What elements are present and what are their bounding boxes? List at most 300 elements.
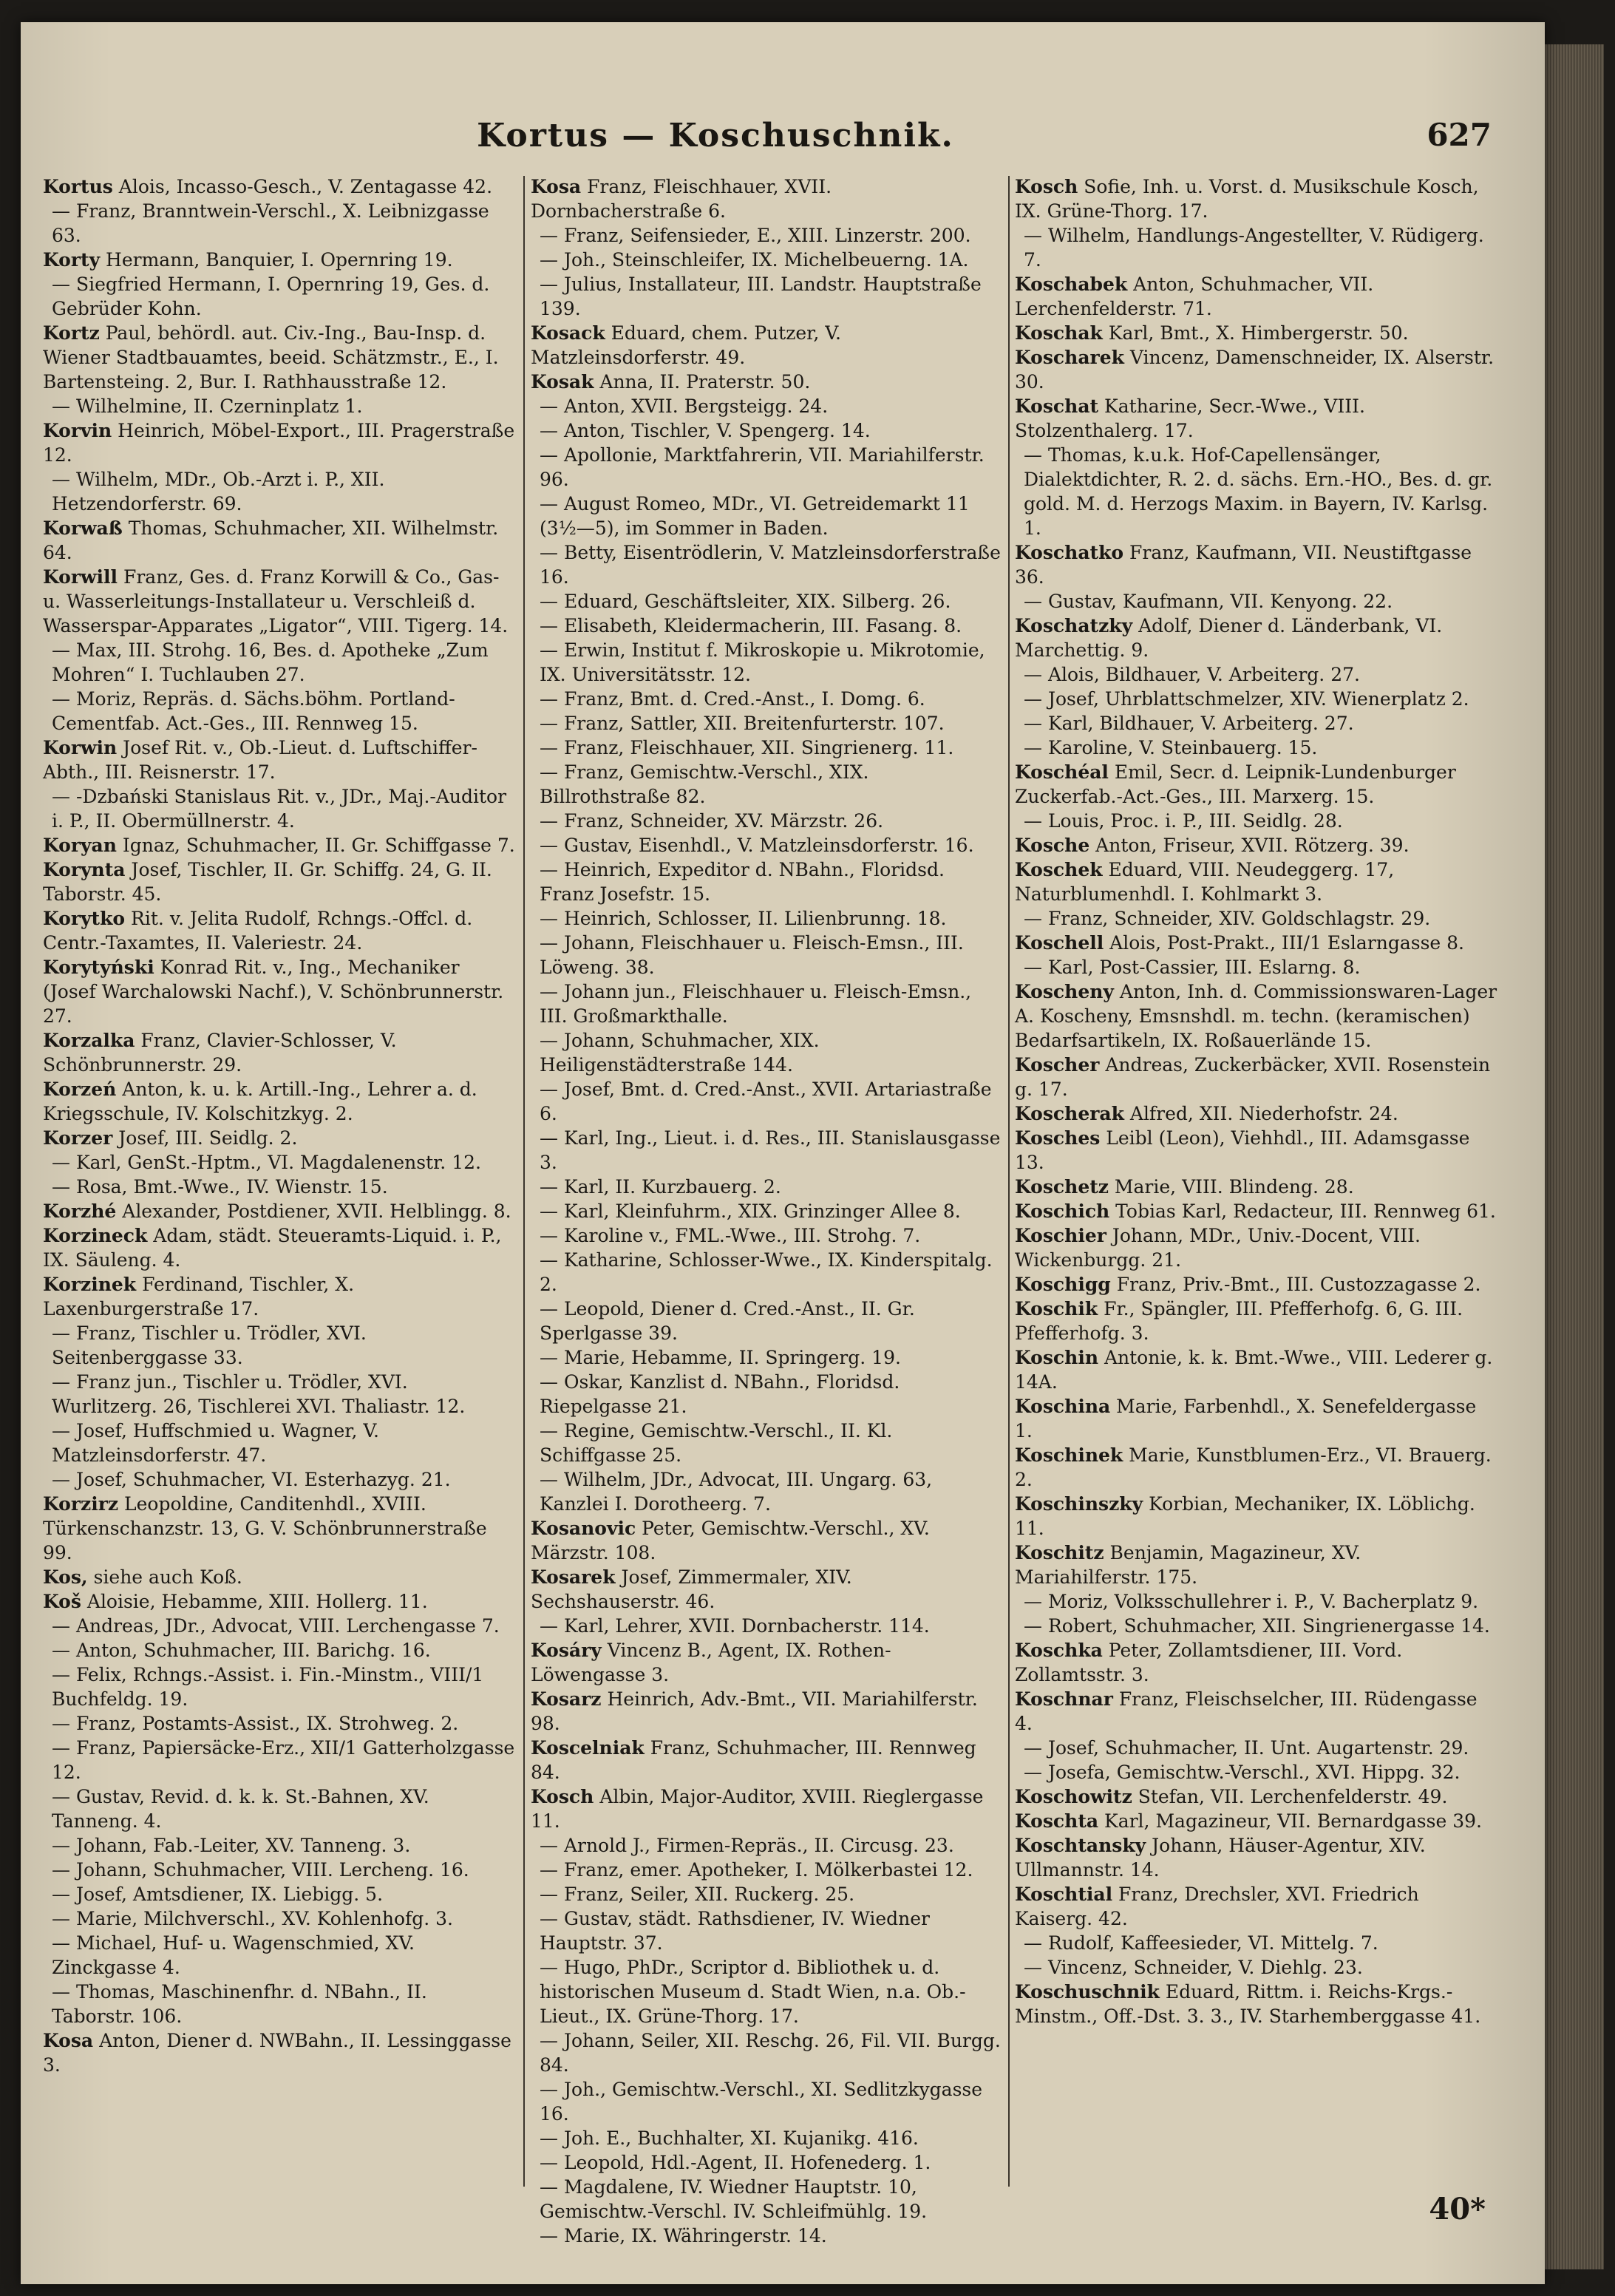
entry-text: — Franz, Sattler, XII. Breitenfurterstr. 107.	[540, 713, 945, 734]
entry-text: — Felix, Rchngs.-Assist. i. Fin.-Minstm., VIII/1 Buchfeldg. 19.	[52, 1664, 484, 1710]
entry-text: Franz, Schuhmacher, III. Rennweg 84.	[531, 1737, 976, 1783]
entry-text: Franz, Clavier-Schlosser, V. Schönbrunnerstr. 29.	[43, 1030, 397, 1076]
entry-surname: Korvin	[43, 420, 112, 441]
directory-entry	[43, 565, 516, 638]
entry-text: — Franz, Gemischtw.-Verschl., XIX. Billrothstraße 82.	[540, 761, 869, 807]
entry-text: — Wilhelm, JDr., Advocat, III. Ungarg. 63, Kanzlei I. Dorotheerg. 7.	[540, 1469, 933, 1515]
directory-entry	[531, 1345, 1004, 1370]
directory-entry	[531, 1906, 1004, 1955]
entry-surname: Korytyński	[43, 957, 154, 978]
directory-entry	[1015, 1126, 1499, 1175]
entry-text: — Karl, GenSt.-Hptm., VI. Magdalenenstr. 12.	[52, 1152, 481, 1173]
entry-text: — Karoline v., FML.-Wwe., III. Strohg. 7.	[540, 1225, 921, 1246]
directory-entry	[531, 760, 1004, 809]
directory-entry	[1015, 1687, 1499, 1736]
entry-text: Paul, behördl. aut. Civ.-Ing., Bau-Insp. d. Wiener Stadtbauamtes, beeid. Schätzmstr., E., I. Bartensteing. 2, Bur. I. Rathhausstraße 12.	[43, 322, 499, 393]
entry-surname: Koschka	[1015, 1640, 1103, 1661]
directory-entry	[531, 443, 1004, 492]
entry-text: — Thomas, k.u.k. Hof-Capellensänger, Dialektdichter, R. 2. d. sächs. Ern.-HO., Bes. d. gr. gold. M. d. Herzogs Maxim. in Bayern, IV. Karlsg. 1.	[1024, 444, 1493, 539]
entry-surname: Koschina	[1015, 1396, 1111, 1417]
directory-entry	[43, 1784, 516, 1833]
directory-entry	[43, 2028, 516, 2077]
entry-text: Anton, Friseur, XVII. Rötzerg. 39.	[1089, 835, 1410, 856]
entry-surname: Korzirz	[43, 1493, 119, 1515]
directory-entry	[531, 1638, 1004, 1687]
directory-entry	[1015, 760, 1499, 809]
directory-entry	[43, 1077, 516, 1126]
entry-text: — Max, III. Strohg. 16, Bes. d. Apotheke „Zum Mohren“ I. Tuchlauben 27.	[52, 639, 489, 685]
directory-entry	[43, 1931, 516, 1980]
entry-surname: Koschek	[1015, 859, 1103, 880]
entry-surname: Kosches	[1015, 1127, 1101, 1149]
directory-entry	[531, 1370, 1004, 1419]
directory-entry	[1015, 1833, 1499, 1882]
entry-surname: Koschinszky	[1015, 1493, 1143, 1515]
entry-text: — Anton, Tischler, V. Spengerg. 14.	[540, 420, 871, 441]
directory-entry	[1015, 1223, 1499, 1272]
directory-entry	[1015, 589, 1499, 614]
entry-text: Anna, II. Praterstr. 50.	[594, 371, 811, 393]
entry-text: Hermann, Banquier, I. Opernring 19.	[100, 249, 453, 271]
directory-entry	[1015, 1492, 1499, 1541]
directory-entry	[531, 1126, 1004, 1175]
entry-surname: Koscelniak	[531, 1737, 645, 1759]
entry-surname: Koryan	[43, 835, 117, 856]
entry-surname: Koscharek	[1015, 347, 1124, 368]
directory-entry	[531, 833, 1004, 857]
directory-entry	[43, 736, 516, 784]
entry-text: — Joh., Gemischtw.-Verschl., XI. Sedlitzkygasse 16.	[540, 2079, 983, 2125]
directory-entry	[1015, 1882, 1499, 1931]
directory-entry	[1015, 394, 1499, 443]
entry-text: Adolf, Diener d. Länderbank, VI. Marchettig. 9.	[1015, 615, 1443, 661]
entry-surname: Kosch	[1015, 176, 1078, 197]
entry-text: — Josef, Uhrblattschmelzer, XIV. Wienerplatz 2.	[1024, 688, 1469, 710]
directory-entry	[531, 394, 1004, 418]
entry-surname: Korzeń	[43, 1079, 117, 1100]
entry-text: Franz, Drechsler, XVI. Friedrich Kaiserg. 42.	[1015, 1884, 1419, 1929]
entry-text: Aloisie, Hebamme, XIII. Hollerg. 11.	[81, 1591, 428, 1612]
entry-text: Franz, Fleischhauer, XVII. Dornbacherstraße 6.	[531, 176, 832, 222]
entry-text: Marie, Farbenhdl., X. Senefeldergasse 1.	[1015, 1396, 1477, 1441]
entry-text: Karl, Bmt., X. Himbergerstr. 50.	[1102, 322, 1409, 344]
directory-entry	[531, 1467, 1004, 1516]
directory-entry	[43, 1614, 516, 1638]
directory-entry	[531, 589, 1004, 614]
entry-text: — Apollonie, Marktfahrerin, VII. Mariahilferstr. 96.	[540, 444, 985, 490]
directory-entry	[1015, 1784, 1499, 1809]
entry-text: — Moriz, Volksschullehrer i. P., V. Bacherplatz 9.	[1024, 1591, 1479, 1612]
entry-text: — Gustav, Kaufmann, VII. Kenyong. 22.	[1024, 591, 1393, 612]
entry-text: — Hugo, PhDr., Scriptor d. Bibliothek u. d. historischen Museum d. Stadt Wien, n.a. Ob.-Lieut., IX. Grüne-Thorg. 17.	[540, 1957, 966, 2027]
entry-text: Josef, Tischler, II. Gr. Schiffg. 24, G. II. Taborstr. 45.	[43, 859, 492, 905]
directory-entry	[531, 2028, 1004, 2077]
entry-text: — Josef, Schuhmacher, VI. Esterhazyg. 21.	[52, 1469, 451, 1490]
directory-entry	[43, 857, 516, 906]
directory-entry	[1015, 662, 1499, 687]
entry-text: — Johann, Seiler, XII. Reschg. 26, Fil. VII. Burgg. 84.	[540, 2030, 1001, 2076]
entry-text: — Wilhelmine, II. Czerninplatz 1.	[52, 395, 363, 417]
directory-entry	[531, 2150, 1004, 2175]
entry-text: — Karl, Post-Cassier, III. Eslarng. 8.	[1024, 957, 1361, 978]
directory-entry	[1015, 1638, 1499, 1687]
entry-surname: Koschinek	[1015, 1444, 1123, 1466]
entry-text: — Franz, Papiersäcke-Erz., XII/1 Gatterholzgasse 12.	[52, 1737, 515, 1783]
entry-text: — Franz, emer. Apotheker, I. Mölkerbastei 12.	[540, 1859, 973, 1881]
entry-text: — Marie, Hebamme, II. Springerg. 19.	[540, 1347, 901, 1368]
entry-surname: Koschtansky	[1015, 1835, 1146, 1856]
directory-entry	[43, 248, 516, 272]
directory-entry	[531, 321, 1004, 370]
directory-entry	[531, 174, 1004, 223]
entry-text: Alois, Incasso-Gesch., V. Zentagasse 42.	[112, 176, 493, 197]
entry-text: — Josef, Bmt. d. Cred.-Anst., XVII. Artariastraße 6.	[540, 1079, 992, 1124]
directory-entry	[43, 833, 516, 857]
directory-entry	[43, 1370, 516, 1419]
directory-entry	[531, 1199, 1004, 1223]
entry-text: Eduard, Rittm. i. Reichs-Krgs.-Minstm., Off.-Dst. 3. 3., IV. Starhemberggasse 41.	[1015, 1981, 1481, 2027]
entry-surname: Kosa	[531, 176, 582, 197]
entry-text: — Gustav, städt. Rathsdiener, IV. Wiedner Hauptstr. 37.	[540, 1908, 930, 1954]
directory-entry	[1015, 931, 1499, 955]
entry-text: Johann, Häuser-Agentur, XIV. Ullmannstr. 14.	[1015, 1835, 1426, 1881]
entry-text: — Josef, Huffschmied u. Wagner, V. Matzleinsdorferstr. 47.	[52, 1420, 379, 1466]
entry-text: — Andreas, JDr., Advocat, VIII. Lerchengasse 7.	[52, 1615, 500, 1637]
entry-text: Stefan, VII. Lerchenfelderstr. 49.	[1132, 1786, 1448, 1807]
page-number: 627	[1427, 117, 1492, 153]
directory-entry	[531, 418, 1004, 443]
directory-entry	[43, 1906, 516, 1931]
entry-text: Eduard, chem. Putzer, V. Matzleinsdorferstr. 49.	[531, 322, 841, 368]
entry-surname: Koschta	[1015, 1810, 1099, 1832]
directory-entry	[531, 1175, 1004, 1199]
directory-entry	[1015, 321, 1499, 345]
entry-text: Franz, Kaufmann, VII. Neustiftgasse 36.	[1015, 542, 1472, 588]
entry-text: — Marie, IX. Währingerstr. 14.	[540, 2225, 827, 2246]
directory-entry	[1015, 272, 1499, 321]
entry-text: — Karl, Ing., Lieut. i. d. Res., III. Stanislausgasse 3.	[540, 1127, 1001, 1173]
entry-surname: Kosa	[43, 2030, 94, 2051]
entry-text: — Karl, Lehrer, XVII. Dornbacherstr. 114.	[540, 1615, 930, 1637]
directory-entry	[43, 687, 516, 736]
directory-column-1	[43, 174, 516, 2200]
directory-entry	[43, 418, 516, 467]
directory-entry	[43, 1638, 516, 1662]
entry-surname: Kosáry	[531, 1640, 602, 1661]
directory-column-2	[531, 174, 1004, 2246]
directory-entry	[1015, 1053, 1499, 1101]
directory-entry	[1015, 614, 1499, 662]
directory-entry	[43, 1858, 516, 1882]
entry-surname: Kosack	[531, 322, 605, 344]
directory-entry	[531, 2175, 1004, 2224]
directory-entry	[43, 516, 516, 565]
entry-surname: Korzalka	[43, 1030, 135, 1051]
entry-surname: Korzinek	[43, 1274, 137, 1295]
directory-entry	[1015, 1955, 1499, 1980]
entry-text: Ferdinand, Tischler, X. Laxenburgerstraße 17.	[43, 1274, 355, 1319]
entry-text: Adam, städt. Steueramts-Liquid. i. P., IX. Säuleng. 4.	[43, 1225, 502, 1271]
entry-text: Anton, Schuhmacher, VII. Lerchenfelderstr. 71.	[1015, 274, 1374, 319]
entry-text: Leibl (Leon), Viehhdl., III. Adamsgasse 13.	[1015, 1127, 1470, 1173]
entry-surname: Koschtial	[1015, 1884, 1113, 1905]
directory-entry	[531, 2077, 1004, 2126]
entry-text: Benjamin, Magazineur, XV. Mariahilferstr. 175.	[1015, 1542, 1361, 1588]
running-title: Kortus — Koschuschnik.	[477, 117, 954, 154]
directory-entry	[531, 1858, 1004, 1882]
entry-text: — Vincenz, Schneider, V. Diehlg. 23.	[1024, 1957, 1363, 1978]
entry-surname: Korwin	[43, 737, 118, 758]
directory-entry	[531, 272, 1004, 321]
directory-entry	[531, 540, 1004, 589]
entry-text: Alexander, Postdiener, XVII. Helblingg. 8.	[116, 1200, 511, 1222]
entry-surname: Kortz	[43, 322, 100, 344]
entry-text: Franz, Priv.-Bmt., III. Custozzagasse 2.	[1110, 1274, 1481, 1295]
entry-text: — -Dzbański Stanislaus Rit. v., JDr., Maj.-Auditor i. P., II. Obermüllnerstr. 4.	[52, 786, 507, 832]
entry-text: — Rudolf, Kaffeesieder, VI. Mittelg. 7.	[1024, 1932, 1378, 1954]
entry-surname: Kosche	[1015, 835, 1090, 856]
directory-entry	[43, 906, 516, 955]
directory-entry	[43, 1492, 516, 1565]
entry-text: Andreas, Zuckerbäcker, XVII. Rosenstein g. 17.	[1015, 1054, 1491, 1100]
directory-column-3	[1015, 174, 1499, 2200]
directory-entry	[531, 979, 1004, 1028]
entry-text: siehe auch Koß.	[87, 1566, 242, 1588]
directory-entry	[43, 784, 516, 833]
directory-entry	[531, 1077, 1004, 1126]
directory-entry	[43, 1589, 516, 1614]
directory-entry	[43, 1736, 516, 1784]
directory-entry	[1015, 1443, 1499, 1492]
entry-surname: Kos,	[43, 1566, 88, 1588]
directory-entry	[43, 1028, 516, 1077]
entry-text: Albin, Major-Auditor, XVIII. Rieglergasse 11.	[531, 1786, 984, 1832]
directory-entry	[43, 467, 516, 516]
directory-entry	[43, 1467, 516, 1492]
entry-text: — Louis, Proc. i. P., III. Seidlg. 28.	[1024, 810, 1343, 832]
entry-surname: Koschéal	[1015, 761, 1109, 783]
directory-entry	[1015, 1541, 1499, 1589]
directory-entry	[43, 1419, 516, 1467]
entry-surname: Koschich	[1015, 1200, 1110, 1222]
directory-entry	[531, 1248, 1004, 1297]
page-header	[21, 117, 1545, 169]
entry-text: — Robert, Schuhmacher, XII. Singrienergasse 14.	[1024, 1615, 1490, 1637]
entry-text: — Franz, Tischler u. Trödler, XVI. Seitenberggasse 33.	[52, 1322, 367, 1368]
entry-text: Antonie, k. k. Bmt.-Wwe., VIII. Lederer g. 14A.	[1015, 1347, 1493, 1393]
entry-text: — August Romeo, MDr., VI. Getreidemarkt 11 (3½—5), im Sommer in Baden.	[540, 493, 970, 539]
entry-text: Alois, Post-Prakt., III/1 Eslarngasse 8.	[1104, 932, 1464, 954]
entry-text: — Wilhelm, Handlungs-Angestellter, V. Rüdigerg. 7.	[1024, 225, 1484, 271]
directory-entry	[1015, 809, 1499, 833]
entry-surname: Korzer	[43, 1127, 113, 1149]
entry-text: Eduard, VIII. Neudeggerg. 17, Naturblumenhdl. I. Kohlmarkt 3.	[1015, 859, 1395, 905]
directory-entry	[531, 1419, 1004, 1467]
directory-entry	[43, 1199, 516, 1223]
entry-surname: Korytko	[43, 908, 126, 929]
directory-entry	[531, 2126, 1004, 2150]
entry-text: Ignaz, Schuhmacher, II. Gr. Schiffgasse 7.	[116, 835, 515, 856]
entry-surname: Koschier	[1015, 1225, 1106, 1246]
directory-entry	[531, 1687, 1004, 1736]
directory-entry	[531, 1736, 1004, 1784]
directory-entry	[531, 638, 1004, 687]
entry-text: — Karl, II. Kurzbauerg. 2.	[540, 1176, 781, 1198]
entry-surname: Kosanovic	[531, 1518, 636, 1539]
entry-text: Vincenz B., Agent, IX. Rothen-Löwengasse 3.	[531, 1640, 891, 1685]
directory-entry	[531, 1882, 1004, 1906]
entry-text: Heinrich, Möbel-Export., III. Pragerstraße 12.	[43, 420, 515, 466]
entry-text: — Eduard, Geschäftsleiter, XIX. Silberg. 26.	[540, 591, 951, 612]
directory-entry	[1015, 1931, 1499, 1955]
directory-entry	[531, 614, 1004, 638]
entry-text: — Wilhelm, MDr., Ob.-Arzt i. P., XII. Hetzendorferstr. 69.	[52, 469, 385, 514]
directory-entry	[1015, 1345, 1499, 1394]
entry-surname: Koschak	[1015, 322, 1103, 344]
entry-surname: Koschuschnik	[1015, 1981, 1160, 2003]
directory-entry	[1015, 979, 1499, 1053]
entry-text: Vincenz, Damenschneider, IX. Alserstr. 30.	[1015, 347, 1495, 393]
entry-surname: Koschetz	[1015, 1176, 1109, 1198]
entry-text: Emil, Secr. d. Leipnik-Lundenburger Zuckerfab.-Act.-Ges., III. Marxerg. 15.	[1015, 761, 1456, 807]
entry-text: Johann, MDr., Univ.-Docent, VIII. Wickenburgg. 21.	[1015, 1225, 1421, 1271]
directory-entry	[531, 1516, 1004, 1565]
directory-entry	[531, 857, 1004, 906]
entry-text: Anton, Inh. d. Commissionswaren-Lager A. Koscheny, Emsnshdl. m. techn. (keramischen) Bedarfsartikeln, IX. Roßauerlände 15.	[1015, 981, 1497, 1051]
entry-text: — Marie, Milchverschl., XV. Kohlenhofg. 3.	[52, 1908, 453, 1929]
entry-text: — Karl, Kleinfuhrm., XIX. Grinzinger Allee 8.	[540, 1200, 961, 1222]
column-divider	[523, 176, 525, 2187]
entry-text: — Franz, Branntwein-Verschl., X. Leibnizgasse 63.	[52, 200, 489, 246]
directory-entry	[1015, 736, 1499, 760]
entry-surname: Koschnar	[1015, 1688, 1113, 1710]
directory-entry	[43, 321, 516, 394]
entry-text: — Erwin, Institut f. Mikroskopie u. Mikrotomie, IX. Universitätsstr. 12.	[540, 639, 985, 685]
entry-surname: Koschatzky	[1015, 615, 1133, 636]
entry-text: — Leopold, Hdl.-Agent, II. Hofenederg. 1.	[540, 2152, 931, 2173]
directory-entry	[1015, 345, 1499, 394]
entry-text: — Franz, Schneider, XV. Märzstr. 26.	[540, 810, 884, 832]
directory-entry	[1015, 1809, 1499, 1833]
entry-surname: Korwill	[43, 566, 118, 588]
entry-text: — Alois, Bildhauer, V. Arbeiterg. 27.	[1024, 664, 1360, 685]
entry-surname: Kortus	[43, 176, 113, 197]
entry-text: — Franz, Postamts-Assist., IX. Strohweg. 2.	[52, 1713, 459, 1734]
entry-text: — Gustav, Revid. d. k. k. St.-Bahnen, XV. Tanneng. 4.	[52, 1786, 429, 1832]
directory-entry	[531, 906, 1004, 931]
entry-surname: Kosarek	[531, 1566, 616, 1588]
directory-entry	[531, 687, 1004, 711]
entry-text: Franz, Fleischselcher, III. Rüdengasse 4.	[1015, 1688, 1478, 1734]
directory-entry	[43, 1711, 516, 1736]
entry-text: Peter, Gemischtw.-Verschl., XV. Märzstr. 108.	[531, 1518, 930, 1563]
directory-entry	[43, 1126, 516, 1150]
directory-entry	[531, 2224, 1004, 2248]
entry-text: — Karl, Bildhauer, V. Arbeiterg. 27.	[1024, 713, 1354, 734]
entry-text: — Franz jun., Tischler u. Trödler, XVI. Wurlitzerg. 26, Tischlerei XVI. Thaliastr. 12.	[52, 1371, 466, 1417]
book-page-edge	[1545, 44, 1604, 2269]
directory-entry	[1015, 223, 1499, 272]
entry-text: — Franz, Bmt. d. Cred.-Anst., I. Domg. 6.	[540, 688, 925, 710]
entry-text: — Katharine, Schlosser-Wwe., IX. Kinderspitalg. 2.	[540, 1249, 993, 1295]
entry-text: Fr., Spängler, III. Pfefferhofg. 6, G. III. Pfefferhofg. 3.	[1015, 1298, 1463, 1344]
directory-entry	[1015, 443, 1499, 540]
directory-entry	[43, 272, 516, 321]
directory-entry	[531, 1614, 1004, 1638]
entry-text: — Heinrich, Schlosser, II. Lilienbrunng. 18.	[540, 908, 947, 929]
entry-text: — Josef, Schuhmacher, II. Unt. Augartenstr. 29.	[1024, 1737, 1469, 1759]
entry-text: Alfred, XII. Niederhofstr. 24.	[1123, 1103, 1398, 1124]
directory-entry	[43, 955, 516, 1028]
entry-text: Heinrich, Adv.-Bmt., VII. Mariahilferstr. 98.	[531, 1688, 978, 1734]
entry-text: — Josefa, Gemischtw.-Verschl., XVI. Hippg. 32.	[1024, 1762, 1461, 1783]
entry-surname: Koschabek	[1015, 274, 1128, 295]
directory-entry	[1015, 1394, 1499, 1443]
directory-entry	[531, 492, 1004, 540]
directory-entry	[1015, 540, 1499, 589]
directory-entry	[531, 223, 1004, 248]
entry-text: Marie, Kunstblumen-Erz., VI. Brauerg. 2.	[1015, 1444, 1492, 1490]
directory-entry	[43, 1321, 516, 1370]
directory-entry	[1015, 1736, 1499, 1760]
directory-page	[21, 22, 1545, 2284]
directory-entry	[531, 1565, 1004, 1614]
entry-text: Marie, VIII. Blindeng. 28.	[1108, 1176, 1354, 1198]
directory-entry	[43, 1223, 516, 1272]
entry-text: — Joh. E., Buchhalter, XI. Kujanikg. 416.	[540, 2127, 919, 2149]
directory-entry	[1015, 1175, 1499, 1199]
entry-surname: Korty	[43, 249, 101, 271]
entry-text: — Johann, Schuhmacher, XIX. Heiligenstädterstraße 144.	[540, 1030, 820, 1076]
entry-surname: Korwaß	[43, 517, 123, 539]
directory-entry	[1015, 687, 1499, 711]
entry-surname: Koschell	[1015, 932, 1104, 954]
entry-text: — Franz, Schneider, XIV. Goldschlagstr. 29.	[1024, 908, 1431, 929]
entry-surname: Koschat	[1015, 395, 1099, 417]
entry-text: Sofie, Inh. u. Vorst. d. Musikschule Kosch, IX. Grüne-Thorg. 17.	[1015, 176, 1479, 222]
directory-entry	[531, 736, 1004, 760]
directory-entry	[43, 1272, 516, 1321]
directory-entry	[531, 1955, 1004, 2028]
directory-entry	[1015, 857, 1499, 906]
entry-text: — Anton, XVII. Bergsteigg. 24.	[540, 395, 829, 417]
entry-surname: Korynta	[43, 859, 126, 880]
sheet-signature: 40*	[1429, 2192, 1486, 2227]
directory-entry	[1015, 1297, 1499, 1345]
entry-text: — Johann jun., Fleischhauer u. Fleisch-Emsn., III. Großmarkthalle.	[540, 981, 972, 1027]
entry-text: — Joh., Steinschleifer, IX. Michelbeuerng. 1A.	[540, 249, 969, 271]
entry-text: — Franz, Seifensieder, E., XIII. Linzerstr. 200.	[540, 225, 971, 246]
entry-text: — Johann, Fleischhauer u. Fleisch-Emsn., III. Löweng. 38.	[540, 932, 964, 978]
directory-entry	[531, 370, 1004, 394]
entry-text: — Arnold J., Firmen-Repräs., II. Circusg. 23.	[540, 1835, 954, 1856]
entry-text: — Heinrich, Expeditor d. NBahn., Floridsd. Franz Josefstr. 15.	[540, 859, 945, 905]
entry-text: Katharine, Secr.-Wwe., VIII. Stolzenthalerg. 17.	[1015, 395, 1365, 441]
directory-entry	[1015, 1614, 1499, 1638]
entry-surname: Korzineck	[43, 1225, 148, 1246]
directory-entry	[43, 1175, 516, 1199]
directory-entry	[531, 248, 1004, 272]
entry-surname: Korzhé	[43, 1200, 117, 1222]
directory-entry	[43, 1662, 516, 1711]
directory-entry	[531, 1297, 1004, 1345]
directory-entry	[43, 199, 516, 248]
entry-text: — Josef, Amtsdiener, IX. Liebigg. 5.	[52, 1884, 384, 1905]
entry-surname: Koscher	[1015, 1054, 1100, 1076]
entry-text: Rit. v. Jelita Rudolf, Rchngs.-Offcl. d. Centr.-Taxamtes, II. Valeriestr. 24.	[43, 908, 473, 954]
entry-text: — Michael, Huf- u. Wagenschmied, XV. Zinckgasse 4.	[52, 1932, 415, 1978]
entry-text: — Rosa, Bmt.-Wwe., IV. Wienstr. 15.	[52, 1176, 388, 1198]
